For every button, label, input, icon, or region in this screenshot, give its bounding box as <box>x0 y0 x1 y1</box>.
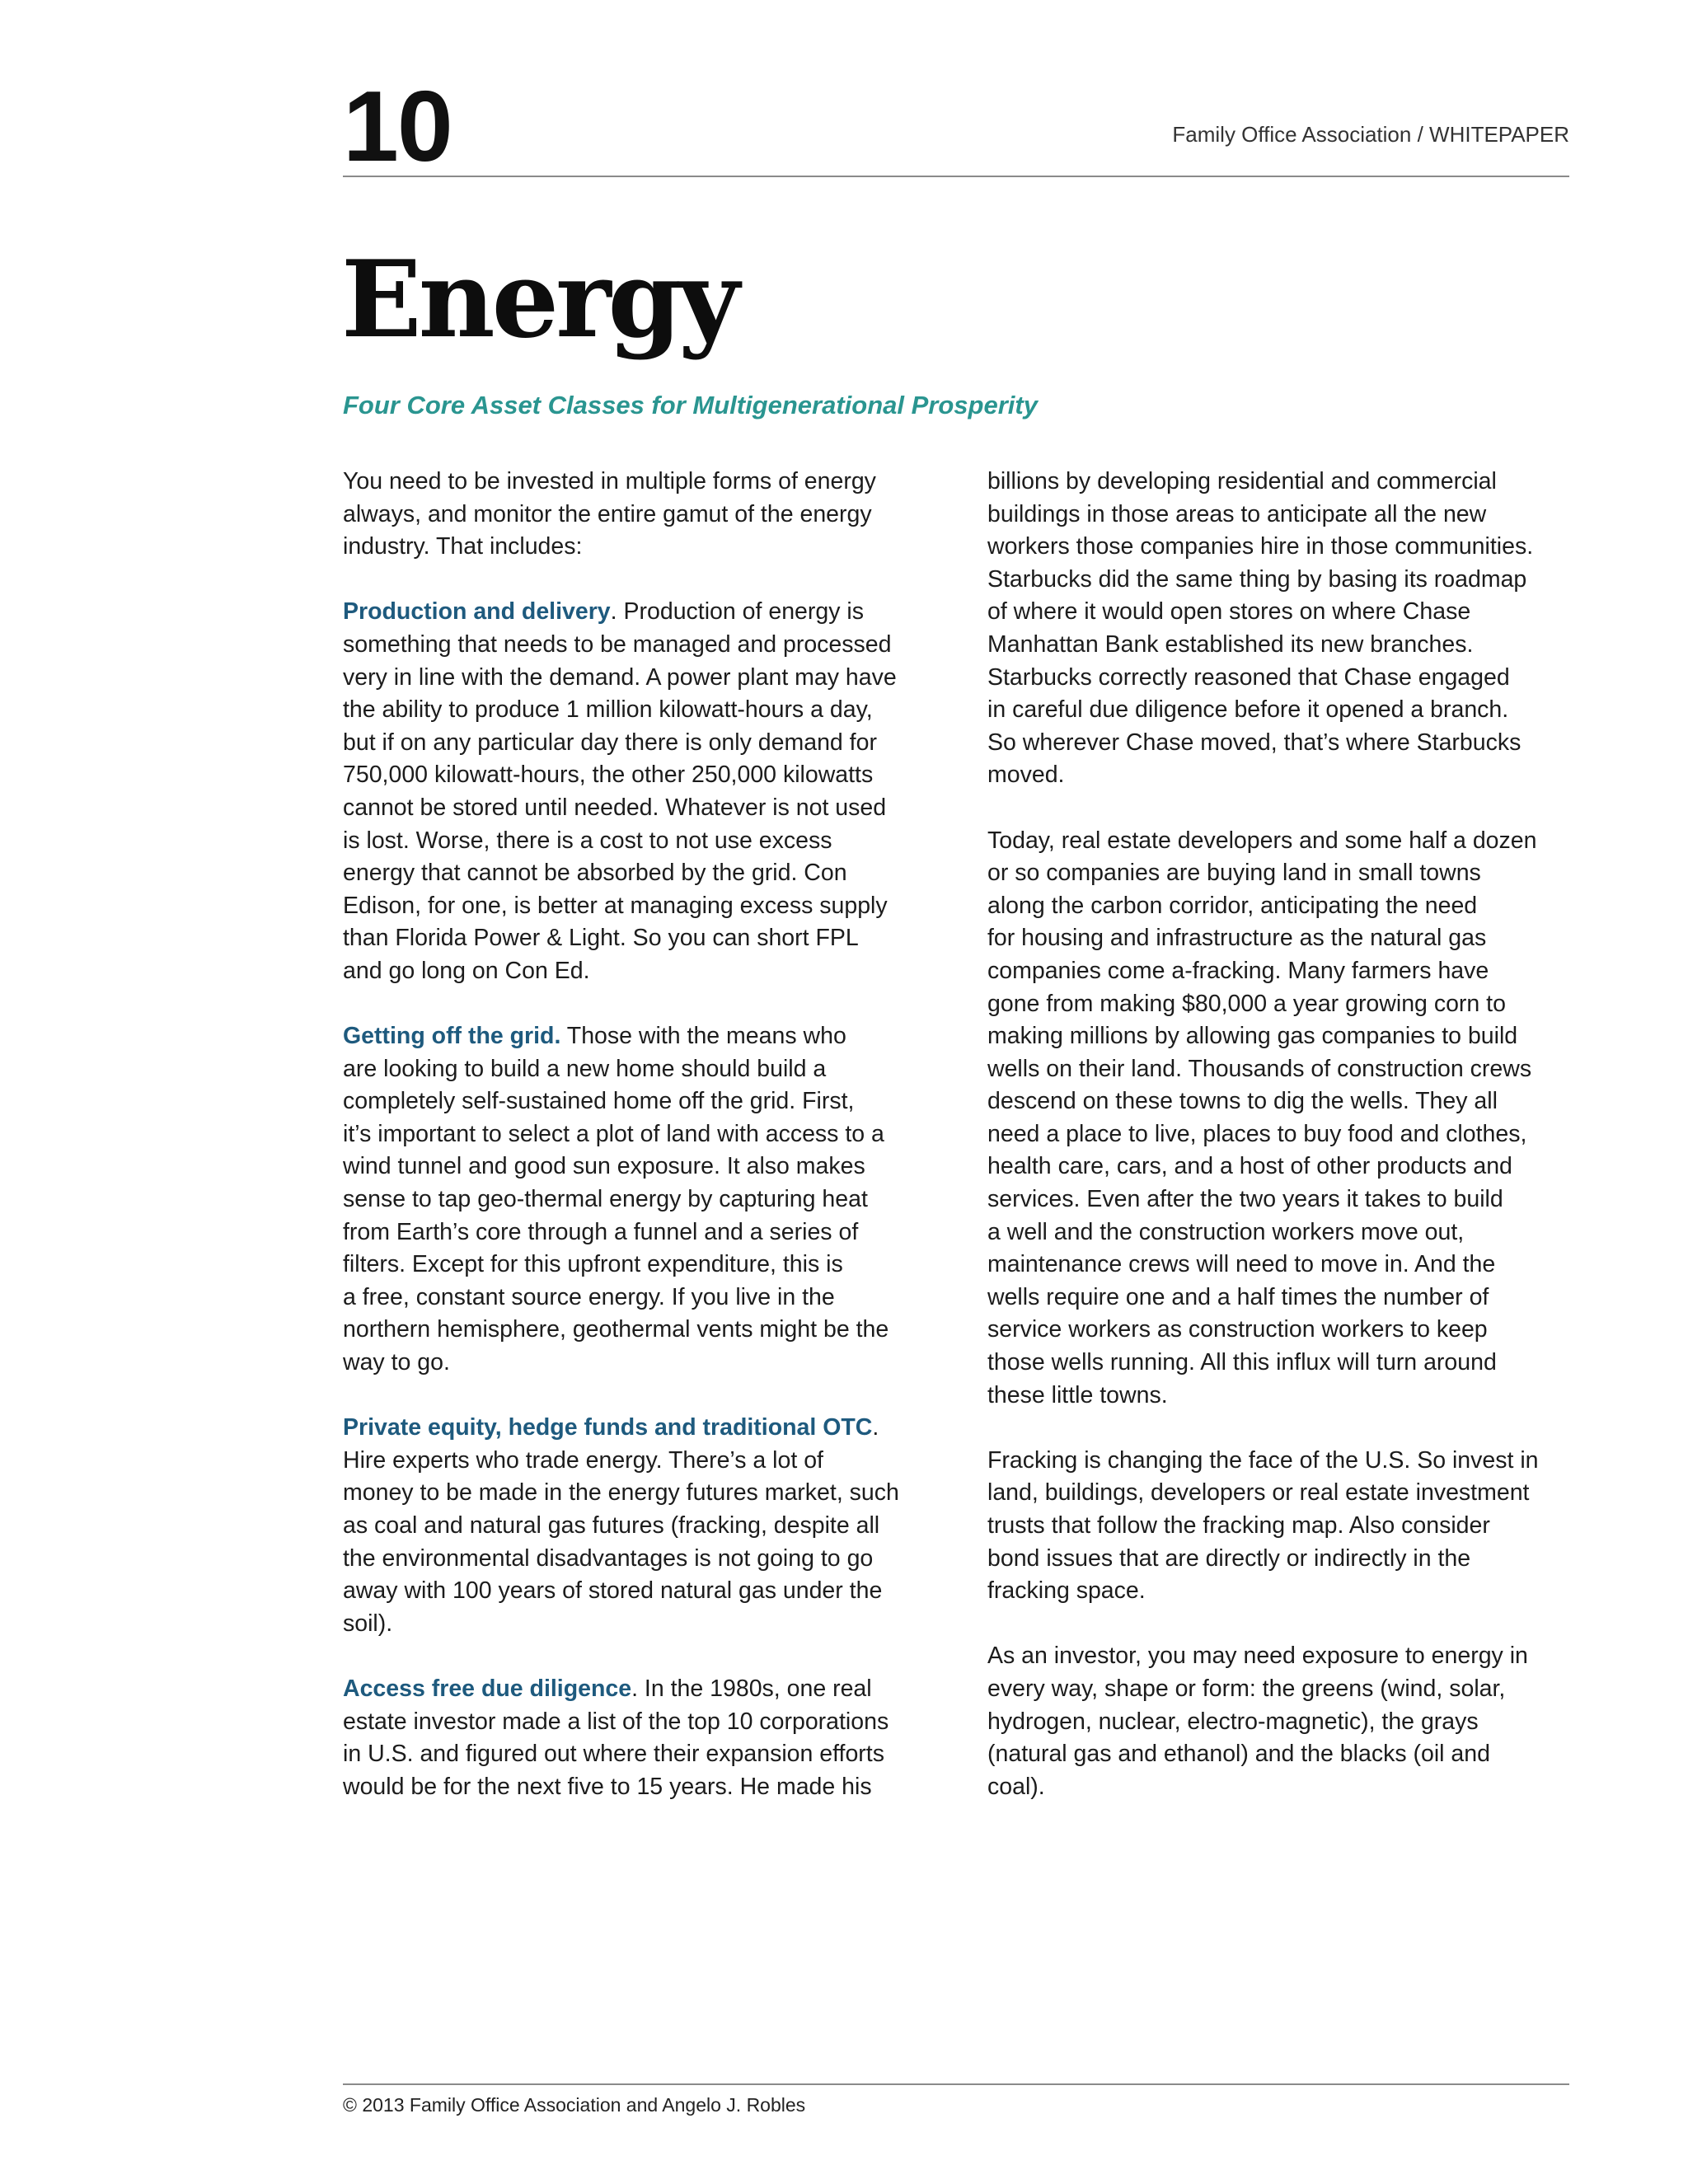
body-line: in careful due diligence before it opened a branch. <box>987 696 1509 724</box>
intro-paragraph <box>343 466 945 564</box>
footer-divider <box>343 2083 1569 2085</box>
running-head: Family Office Association / WHITEPAPER <box>1172 122 1569 147</box>
body-line: land, buildings, developers or real estate investment <box>987 1479 1530 1507</box>
off-grid-line: northern hemisphere, geothermal vents might be the <box>343 1316 889 1343</box>
due-diligence-paragraph <box>343 1673 945 1803</box>
due-diligence-line: would be for the next five to 15 years. He made his <box>343 1773 872 1800</box>
due-diligence-line: estate investor made a list of the top 10 corporations <box>343 1708 889 1735</box>
body-line: Starbucks did the same thing by basing its roadmap <box>987 565 1527 593</box>
body-line: services. Even after the two years it takes to build <box>987 1186 1503 1213</box>
body-line: moved. <box>987 762 1065 789</box>
fracking-invest-paragraph <box>987 1445 1589 1608</box>
intro-line: always, and monitor the entire gamut of the energy <box>343 500 872 527</box>
body-line: these little towns. <box>987 1381 1168 1408</box>
body-line: bond issues that are directly or indirectly in the <box>987 1544 1471 1572</box>
body-line: gone from making $80,000 a year growing corn to <box>987 990 1506 1017</box>
body-line: wells on their land. Thousands of construction crews <box>987 1055 1532 1082</box>
body-line: workers those companies hire in those communities. <box>987 533 1534 560</box>
body-line: need a place to live, places to buy food and clothes, <box>987 1120 1527 1147</box>
body-line: fracking space. <box>987 1577 1146 1605</box>
body-line: of where it would open stores on where Chase <box>987 598 1471 626</box>
off-grid-line: Those with the means who <box>560 1023 846 1050</box>
header-divider <box>343 176 1569 177</box>
body-line: making millions by allowing gas companies to build <box>987 1023 1518 1050</box>
body-line: billions by developing residential and commercial <box>987 468 1497 494</box>
left-column <box>343 466 945 1836</box>
production-paragraph <box>343 596 945 987</box>
private-equity-line: as coal and natural gas futures (fracking, despite all <box>343 1512 880 1539</box>
production-line: Edison, for one, is better at managing excess supply <box>343 892 888 919</box>
body-line: every way, shape or form: the greens (wind, solar, <box>987 1675 1506 1702</box>
page-number: 10 <box>343 70 452 182</box>
production-line: and go long on Con Ed. <box>343 957 590 984</box>
off-grid-line: from Earth’s core through a funnel and a series of <box>343 1218 859 1245</box>
production-line: is lost. Worse, there is a cost to not use excess <box>343 827 832 854</box>
private-equity-line: Hire experts who trade energy. There’s a lot of <box>343 1446 823 1474</box>
production-line: than Florida Power & Light. So you can short FPL <box>343 925 859 952</box>
body-line: Fracking is changing the face of the U.S. So invest in <box>987 1446 1539 1474</box>
due-diligence-lead-in: Access free due diligence <box>343 1675 632 1702</box>
body-line: health care, cars, and a host of other products and <box>987 1153 1512 1180</box>
body-line: those wells running. All this influx will turn around <box>987 1349 1497 1376</box>
fracking-towns-paragraph <box>987 825 1589 1413</box>
body-line: service workers as construction workers to keep <box>987 1316 1488 1343</box>
production-line: the ability to produce 1 million kilowatt-hours a day, <box>343 696 873 724</box>
production-line: something that needs to be managed and processed <box>343 630 892 658</box>
private-equity-line: away with 100 years of stored natural gas under the <box>343 1577 883 1605</box>
body-line: along the carbon corridor, anticipating the need <box>987 892 1478 919</box>
production-line: energy that cannot be absorbed by the grid. Con <box>343 860 847 887</box>
exposure-paragraph <box>987 1640 1589 1803</box>
page-subtitle: Four Core Asset Classes for Multigenerational Prosperity <box>343 391 1038 419</box>
body-line: trusts that follow the fracking map. Also consider <box>987 1512 1490 1539</box>
off-grid-line: a free, constant source energy. If you live in the <box>343 1283 835 1310</box>
production-line: very in line with the demand. A power plant may have <box>343 663 897 691</box>
body-line: hydrogen, nuclear, electro-magnetic), the grays <box>987 1708 1479 1735</box>
production-line: but if on any particular day there is only demand for <box>343 729 877 756</box>
off-grid-line: completely self-sustained home off the grid. First, <box>343 1088 855 1115</box>
off-grid-line: are looking to build a new home should build a <box>343 1055 827 1082</box>
body-line: descend on these towns to dig the wells. They all <box>987 1088 1498 1115</box>
off-grid-lead-in: Getting off the grid. <box>343 1023 561 1050</box>
off-grid-line: way to go. <box>343 1349 450 1376</box>
body-line: for housing and infrastructure as the natural gas <box>987 925 1487 952</box>
body-line: wells require one and a half times the number of <box>987 1283 1489 1310</box>
production-line: 750,000 kilowatt-hours, the other 250,000 kilowatts <box>343 762 874 789</box>
body-line: Starbucks correctly reasoned that Chase engaged <box>987 663 1510 691</box>
production-lead-in: Production and delivery <box>343 598 611 626</box>
right-column <box>987 466 1589 1836</box>
footer-copyright: © 2013 Family Office Association and Angelo J. Robles <box>343 2094 806 2116</box>
private-equity-line: . <box>872 1414 879 1441</box>
off-grid-line: filters. Except for this upfront expenditure, this is <box>343 1251 843 1278</box>
private-equity-line: money to be made in the energy futures market, such <box>343 1479 899 1507</box>
body-line: Manhattan Bank established its new branches. <box>987 630 1474 658</box>
production-line: . Production of energy is <box>610 598 864 626</box>
page-title: Energy <box>341 238 737 362</box>
body-line: coal). <box>987 1773 1045 1800</box>
private-equity-line: soil). <box>343 1610 393 1637</box>
body-line: maintenance crews will need to move in. And the <box>987 1251 1496 1278</box>
intro-line: You need to be invested in multiple forms of energy <box>343 468 876 494</box>
intro-line: industry. That includes: <box>343 533 583 560</box>
body-line: a well and the construction workers move out, <box>987 1218 1465 1245</box>
body-line: Today, real estate developers and some half a dozen <box>987 827 1537 854</box>
off-grid-line: it’s important to select a plot of land with access to a <box>343 1120 884 1147</box>
private-equity-lead-in: Private equity, hedge funds and traditional OTC <box>343 1414 873 1441</box>
body-line: (natural gas and ethanol) and the blacks (oil and <box>987 1741 1490 1768</box>
body-line: So wherever Chase moved, that’s where Starbucks <box>987 729 1522 756</box>
body-line: companies come a-fracking. Many farmers have <box>987 957 1489 984</box>
body-line: buildings in those areas to anticipate all the new <box>987 500 1487 527</box>
starbucks-paragraph <box>987 466 1589 792</box>
off-grid-line: sense to tap geo-thermal energy by capturing heat <box>343 1186 868 1213</box>
body-line: As an investor, you may need exposure to energy in <box>987 1643 1528 1670</box>
body-line: or so companies are buying land in small towns <box>987 860 1481 887</box>
production-line: cannot be stored until needed. Whatever is not used <box>343 794 887 821</box>
off-grid-paragraph <box>343 1020 945 1380</box>
off-grid-line: wind tunnel and good sun exposure. It also makes <box>343 1153 865 1180</box>
private-equity-paragraph <box>343 1412 945 1640</box>
due-diligence-line: in U.S. and figured out where their expansion efforts <box>343 1741 884 1768</box>
due-diligence-line: . In the 1980s, one real <box>631 1675 872 1702</box>
private-equity-line: the environmental disadvantages is not going to go <box>343 1544 874 1572</box>
